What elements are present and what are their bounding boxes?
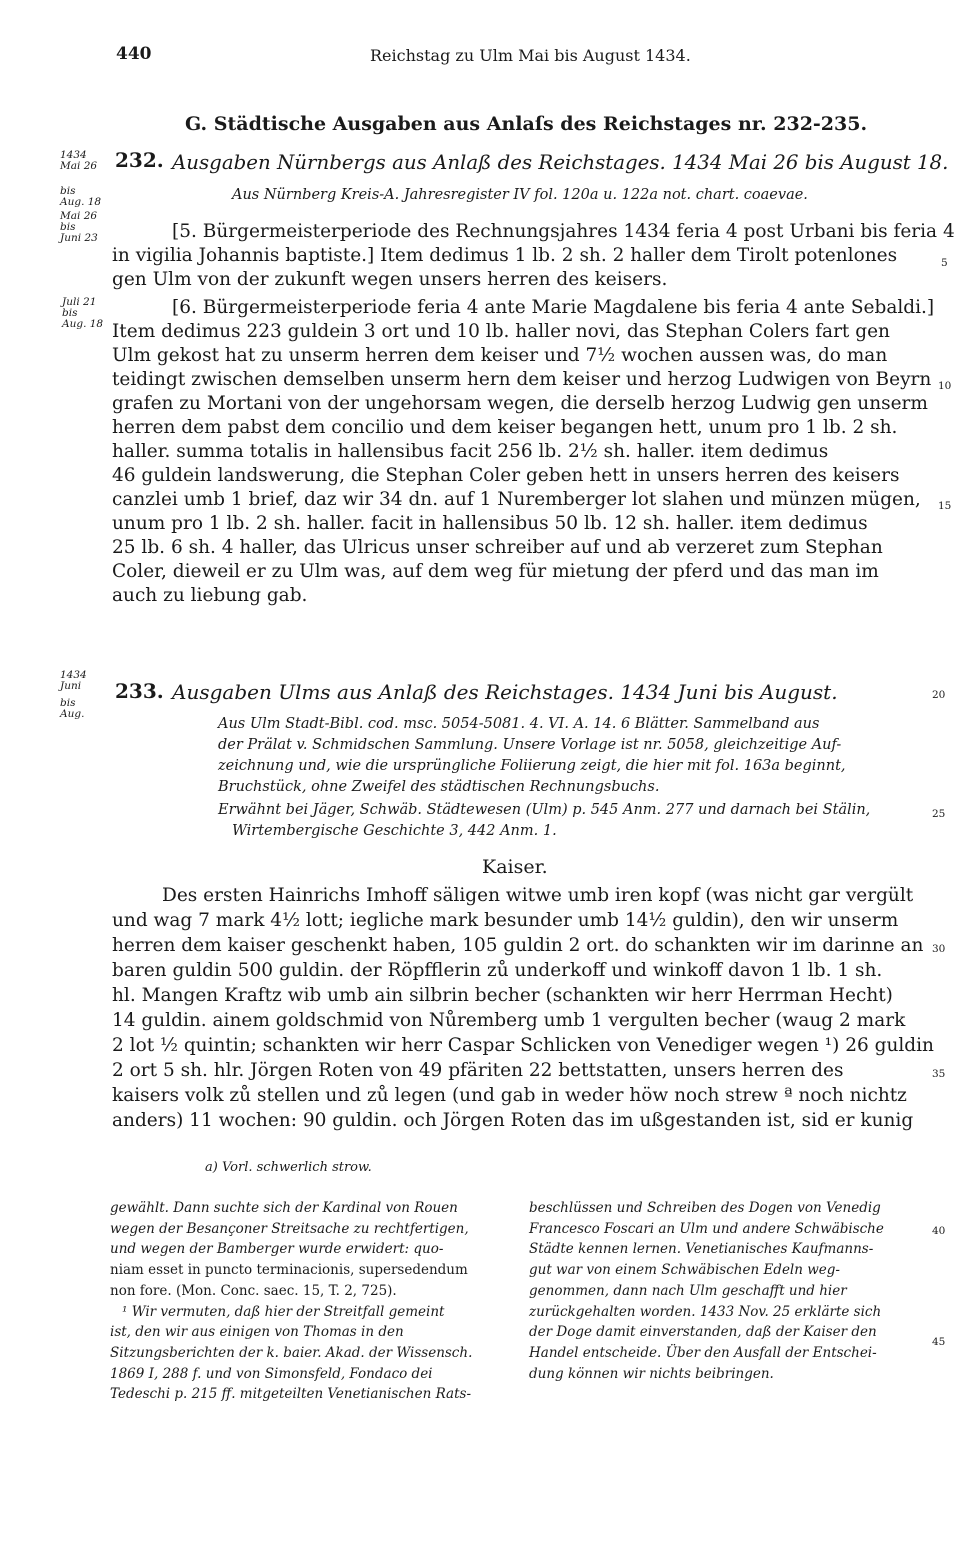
text-line: und wag 7 mark 4½ lott; iegliche mark besunder umb 14½ guldin), den wir unserm — [112, 910, 899, 931]
source-line: Erwähnt bei Jäger, Schwäb. Städtewesen (Ulm) p. 545 Anm. 277 und darnach bei Stälin, — [218, 802, 871, 818]
text-line: anders) 11 wochen: 90 guldin. och Jörgen Roten das im ußgestanden ist, sid er kunig — [112, 1110, 914, 1131]
text-line: Item dedimus 223 guldein 3 ort und 10 lb. haller novi, das Stephan Colers fart gen — [112, 321, 890, 342]
source-line: Bruchstück, ohne Zweifel des städtischen Rechnungsbuchs. — [218, 779, 660, 795]
source-note-232: Aus Nürnberg Kreis-A. Jahresregister IV fol. 120a u. 122a not. chart. coaevae. — [232, 187, 808, 203]
footnote-line: dung können wir nichts beibringen. — [529, 1365, 774, 1382]
source-line: Aus Ulm Stadt-Bibl. cod. msc. 5054-5081. 4. VI. A. 14. 6 Blätter. Sammelband aus — [218, 716, 820, 732]
footnote-line: der Doge damit einverstanden, daß der Kaiser den — [529, 1324, 877, 1341]
footnote-line: zurückgehalten worden. 1433 Nov. 25 erklärte sich — [529, 1303, 882, 1320]
page-number: 440 — [116, 44, 152, 64]
margin-date-line: bis — [60, 185, 76, 197]
footnote-line: Francesco Foscari an Ulm und andere Schwäbische — [529, 1220, 884, 1237]
text-line: hl. Mangen Kraftz wib umb ain silbrin becher (schankten wir herr Herrman Hecht) — [112, 985, 893, 1006]
margin-date-line: Juni 23 — [60, 232, 98, 244]
text-line: [6. Bürgermeisterperiode feria 4 ante Marie Magdalene bis feria 4 ante Sebaldi.] — [172, 297, 935, 318]
margin-date-232 — [60, 150, 101, 208]
text-line: Des ersten Hainrichs Imhoff säligen witwe umb iren kopf (was nicht gar vergült — [162, 885, 914, 906]
margin-date-period-6 — [62, 297, 103, 330]
text-line: teidingt zwischen demselben unserm hern dem keiser und herzog Ludwigen von Beyrn — [112, 369, 932, 390]
line-number: 15 — [938, 500, 952, 512]
footnote-line: Tedeschi p. 215 ff. mitgeteilten Venetianischen Rats- — [110, 1386, 472, 1403]
text-line: auch zu liebung gab. — [112, 585, 308, 606]
footnote-line: Handel entscheide. Über den Ausfall der Entschei- — [529, 1344, 877, 1361]
source-line: zeichnung und, wie die ursprüngliche Foliierung zeigt, die hier mit fol. 163a beginnt, — [218, 758, 846, 774]
margin-date-line: bis — [62, 307, 78, 319]
margin-date-line: Juni — [60, 680, 82, 692]
footnote-line: non fore. (Mon. Conc. saec. 15, T. 2, 725). — [110, 1282, 397, 1299]
running-title: Reichstag zu Ulm Mai bis August 1434. — [370, 46, 691, 65]
source-line: der Prälat v. Schmidschen Sammlung. Unsere Vorlage ist nr. 5058, gleichzeitige Auf- — [218, 737, 842, 753]
margin-date-line: bis — [60, 697, 76, 709]
text-line: baren guldin 500 guldin. der Röpfflerin zů underkoff und winkoff davon 1 lb. 1 sh. — [112, 960, 883, 981]
entry-title-232: Ausgaben Nürnbergs aus Anlaß des Reichstages. 1434 Mai 26 bis August 18. — [172, 150, 949, 174]
margin-date-line: Mai 26 — [60, 210, 98, 222]
footnote-line: gut war von einem Schwäbischen Edeln weg- — [529, 1262, 840, 1279]
footnote-line: genommen, dann nach Ulm geschafft und hier — [529, 1282, 847, 1299]
text-line: Coler, dieweil er zu Ulm was, auf dem weg für mietung der pferd und das man im — [112, 561, 879, 582]
footnote-line: ist, den wir aus einigen von Thomas in den — [110, 1324, 404, 1341]
entry-number-233: 233. — [115, 679, 164, 703]
text-line: gen Ulm von der zukunft wegen unsers herren des keisers. — [112, 269, 668, 290]
footnote-line: und wegen der Bamberger wurde erwidert: quo- — [110, 1241, 444, 1258]
line-number: 10 — [938, 380, 952, 392]
margin-date-line: Juli 21 — [62, 296, 97, 308]
text-line: 14 guldin. ainem goldschmid von Nůremberg umb 1 vergulten becher (waug 2 mark — [112, 1010, 906, 1031]
text-line: unum pro 1 lb. 2 sh. haller. facit in hallensibus 50 lb. 12 sh. haller. item dedimus — [112, 513, 868, 534]
footnote-line: Städte kennen lernen. Venetianisches Kaufmanns- — [529, 1241, 874, 1258]
line-number: 45 — [932, 1336, 946, 1348]
margin-date-line: Aug. — [60, 708, 85, 720]
line-number: 35 — [932, 1068, 946, 1080]
text-line: herren dem kaiser geschenkt haben, 105 guldin 2 ort. do schankten wir im darinne an — [112, 935, 924, 956]
text-line: herren dem pabst dem concilio und dem keiser begangen hett, unum pro 1 lb. 2 sh. — [112, 417, 898, 438]
margin-date-line: 1434 — [60, 149, 87, 161]
text-line: 2 ort 5 sh. hlr. Jörgen Roten von 49 pfäriten 22 bettstatten, unsers herren des — [112, 1060, 844, 1081]
margin-date-line: 1434 — [60, 669, 87, 681]
entry-number-232: 232. — [115, 148, 164, 172]
subheading-kaiser: Kaiser. — [482, 856, 548, 878]
footnote-column-right — [529, 1198, 901, 1384]
margin-date-line: Aug. 18 — [60, 196, 102, 208]
text-line: kaisers volk zů stellen und zů legen (und gab in weder höw noch strew ª noch nichtz — [112, 1085, 907, 1106]
critical-note: a) Vorl. schwerlich strow. — [205, 1160, 372, 1175]
footnote-line: wegen der Besançoner Streitsache zu rechtfertigen, — [110, 1220, 469, 1237]
margin-date-line: Mai 26 — [60, 160, 98, 172]
line-number: 40 — [932, 1225, 946, 1237]
margin-date-line: Aug. 18 — [62, 318, 104, 330]
footnote-line: ¹ Wir vermuten, daß hier der Streitfall gemeint — [122, 1303, 445, 1320]
line-number: 30 — [932, 943, 946, 955]
source-line: Wirtembergische Geschichte 3, 442 Anm. 1. — [232, 823, 557, 839]
margin-date-233 — [60, 670, 87, 720]
footnote-column-left — [110, 1198, 482, 1405]
section-heading: G. Städtische Ausgaben aus Anlaſs des Reichstages nr. 232-235. — [185, 113, 868, 135]
source-note-233 — [218, 714, 928, 842]
text-line: in vigilia Johannis baptiste.] Item dedimus 1 lb. 2 sh. 2 haller dem Tirolt potenlones — [112, 245, 898, 266]
text-line: haller. summa totalis in hallensibus facit 256 lb. 2½ sh. haller. item dedimus — [112, 441, 829, 462]
footnote-line: beschlüssen und Schreiben des Dogen von Venedig — [529, 1200, 881, 1216]
line-number: 25 — [932, 808, 946, 820]
text-line: canzlei umb 1 brief, daz wir 34 dn. auf 1 Nuremberger lot slahen und münzen mügen, — [112, 489, 921, 510]
footnote-line: gewählt. Dann suchte sich der Kardinal von Rouen — [110, 1200, 458, 1216]
line-number: 5 — [941, 257, 948, 269]
footnote-line: Sitzungsberichten der k. baier. Akad. der Wissensch. — [110, 1344, 473, 1361]
entry-title-233: Ausgaben Ulms aus Anlaß des Reichstages. 1434 Juni bis August. — [172, 680, 838, 704]
line-number: 20 — [932, 689, 946, 701]
text-line: 2 lot ½ quintin; schankten wir herr Caspar Schlicken von Venediger wegen ¹) 26 guldin — [112, 1035, 934, 1056]
text-line: 46 guldein landswerung, die Stephan Coler geben hett in unsers herren des keisers — [112, 465, 900, 486]
text-line: Ulm gekost hat zu unserm herren dem keiser und 7½ wochen aussen was, do man — [112, 345, 888, 366]
text-line: [5. Bürgermeisterperiode des Rechnungsjahres 1434 feria 4 post Urbani bis feria 4 — [172, 221, 955, 242]
footnote-line: niam esset in puncto terminacionis, supersedendum — [110, 1262, 468, 1279]
margin-date-period-5 — [60, 211, 98, 244]
margin-date-line: bis — [60, 221, 76, 233]
text-line: 25 lb. 6 sh. 4 haller, das Ulricus unser schreiber auf und ab verzeret zum Stephan — [112, 537, 883, 558]
footnote-line: 1869 I, 288 f. und von Simonsfeld, Fondaco dei — [110, 1365, 433, 1382]
text-line: grafen zu Mortani von der ungehorsam wegen, die derselb herzog Ludwig gen unserm — [112, 393, 928, 414]
